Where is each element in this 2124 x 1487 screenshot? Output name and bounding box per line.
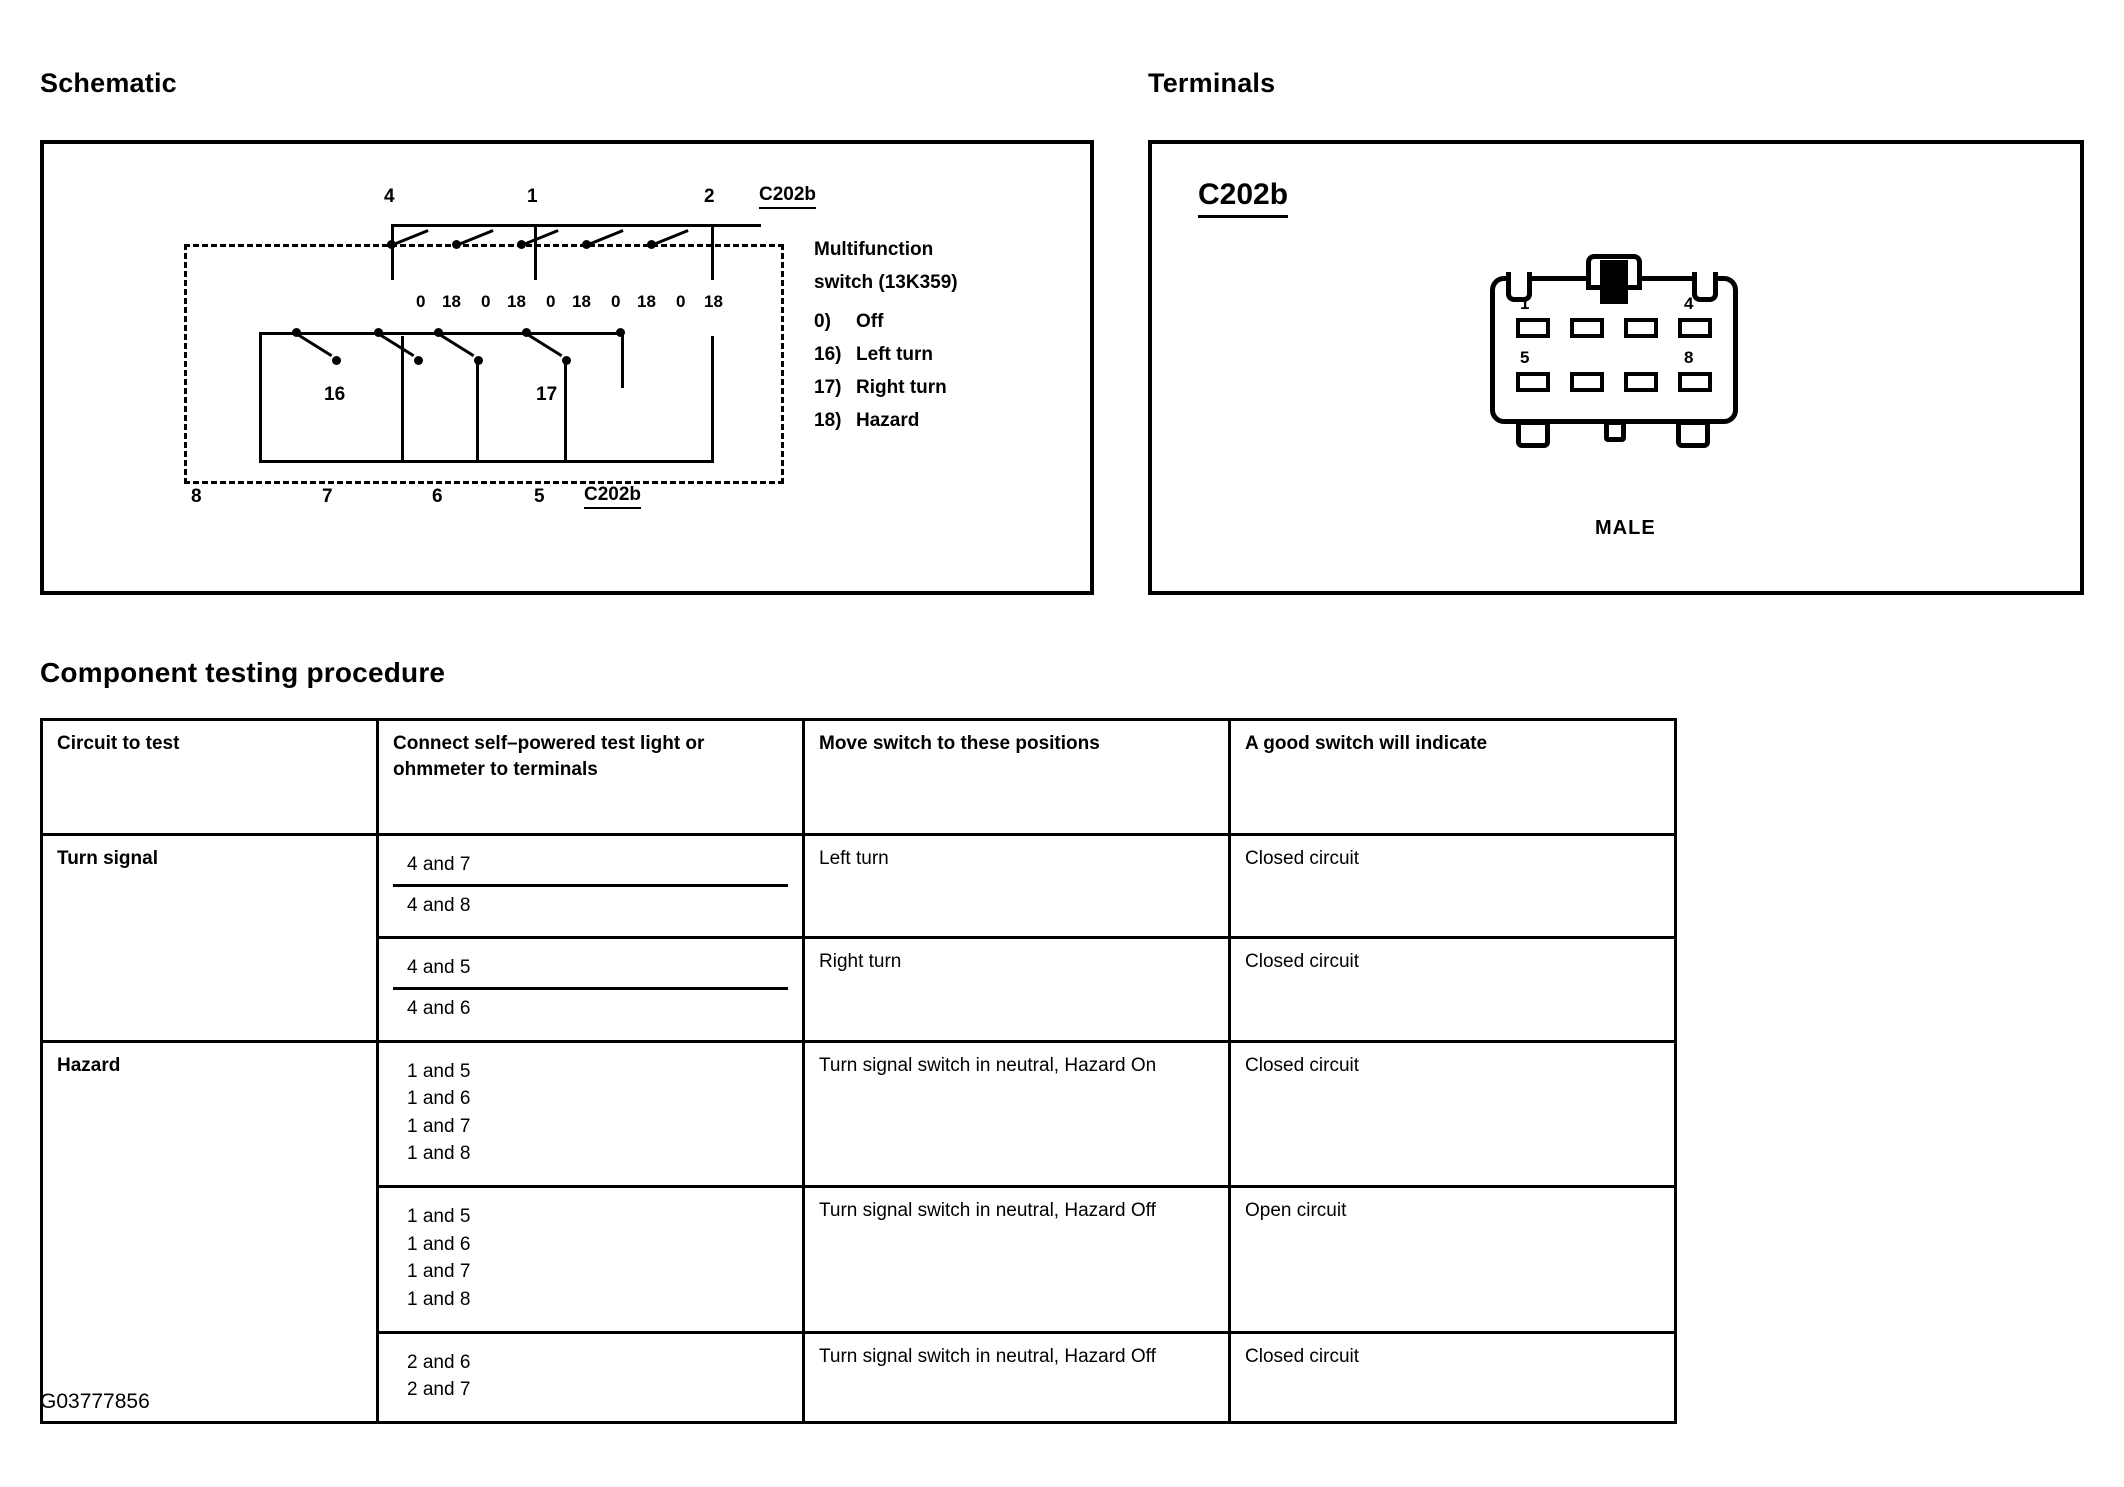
connector-drawing: [1478, 250, 1748, 485]
terminal-pair: 2 and 6: [407, 1351, 471, 1373]
legend-item-18: [814, 410, 919, 432]
leg-pin5: [564, 360, 567, 460]
pos-label-0-d: 0: [611, 292, 621, 311]
th-circuit-to-test: Circuit to test: [42, 720, 378, 835]
component-name-line1: Multifunction: [814, 239, 934, 260]
contact-pivot-1: [387, 240, 396, 249]
drop-pin4: [391, 224, 394, 280]
inner-label-17: 17: [536, 384, 558, 405]
cell-result-hazard-on: Closed circuit: [1230, 1041, 1676, 1187]
legend-18-text: Hazard: [856, 410, 920, 431]
inner-node-5: [616, 328, 625, 337]
cell-position-hazard-on: Turn signal switch in neutral, Hazard On: [804, 1041, 1230, 1187]
cell-circuit-turn-signal: Turn signal: [42, 835, 378, 938]
latch-fill: [1600, 260, 1628, 304]
pos-label-18-c: 18: [572, 292, 591, 311]
table-head: [42, 720, 1676, 835]
bottom-tab-left: [1516, 420, 1550, 448]
cell-position-hazard-off-closed: Turn signal switch in neutral, Hazard Off: [804, 1332, 1230, 1422]
legend-17-num: 17): [814, 377, 842, 398]
cell-circuit-turn-signal-cont: [42, 938, 378, 1041]
legend-item-0: [814, 311, 883, 333]
cell-terminals-ts-right: [378, 938, 804, 1041]
cell-circuit-hazard-cont-1: [42, 1187, 378, 1333]
terminal-pair: 4 and 6: [393, 987, 788, 1028]
leg-pin7: [401, 336, 404, 460]
pin-cavity-2: [1570, 318, 1604, 338]
pin-cavity-7: [1624, 372, 1658, 392]
schematic-panel: [40, 140, 1094, 595]
schematic-pin-7: 7: [322, 486, 333, 507]
pos-label-0-b: 0: [481, 292, 491, 311]
terminal-pair: 1 and 8: [407, 1289, 471, 1311]
terminal-pair: 2 and 7: [407, 1379, 471, 1401]
cell-result-left-turn: Closed circuit: [1230, 835, 1676, 938]
pin-cavity-3: [1624, 318, 1658, 338]
table-row: [42, 835, 1676, 938]
terminals-heading: Terminals: [1148, 68, 1276, 98]
contact-pivot-2: [452, 240, 461, 249]
pin-number-8: 8: [1684, 348, 1694, 367]
table-header-row: [42, 720, 1676, 835]
legend-17-text: Right turn: [856, 377, 947, 398]
th-connect-terminals: Connect self–powered test light or ohmmeter to terminals: [378, 720, 804, 835]
cell-result-hazard-off-open: Open circuit: [1230, 1187, 1676, 1333]
pin-cavity-4: [1678, 318, 1712, 338]
schematic-connector-top-label: C202b: [759, 184, 816, 209]
cell-circuit-hazard: Hazard: [42, 1041, 378, 1187]
component-testing-table: [40, 718, 1677, 1424]
procedure-heading: Component testing procedure: [40, 657, 446, 688]
contact-pivot-5: [647, 240, 656, 249]
table-row: [42, 1187, 1676, 1333]
th-indication: A good switch will indicate: [1230, 720, 1676, 835]
table-row: [42, 1041, 1676, 1187]
inner-label-16: 16: [324, 384, 346, 405]
pos-label-0-e: 0: [676, 292, 686, 311]
contact-pivot-4: [582, 240, 591, 249]
table-body: [42, 835, 1676, 1423]
cell-position-right-turn: Right turn: [804, 938, 1230, 1041]
leg-pin6: [476, 360, 479, 460]
pin-number-4: 4: [1684, 294, 1694, 313]
terminal-pair: 4 and 5: [407, 957, 471, 979]
pos-label-0-c: 0: [546, 292, 556, 311]
bottom-tab-center: [1604, 420, 1626, 442]
schematic-pin-1: 1: [527, 186, 538, 207]
terminal-pair: 4 and 8: [393, 884, 788, 925]
pos-label-18-b: 18: [507, 292, 526, 311]
legend-16-num: 16): [814, 344, 842, 365]
terminal-pair: 1 and 5: [407, 1060, 471, 1082]
cell-result-right-turn: Closed circuit: [1230, 938, 1676, 1041]
table-row: [42, 1332, 1676, 1422]
legend-18-num: 18): [814, 410, 842, 431]
terminal-pair: 1 and 7: [407, 1115, 471, 1137]
cell-terminals-ts-left: [378, 835, 804, 938]
pin-cavity-8: [1678, 372, 1712, 392]
pin-cavity-6: [1570, 372, 1604, 392]
legend-item-16: [814, 344, 933, 366]
cell-position-left-turn: Left turn: [804, 835, 1230, 938]
pin-number-5: 5: [1520, 348, 1530, 367]
th-switch-positions: Move switch to these positions: [804, 720, 1230, 835]
schematic-pin-5: 5: [534, 486, 545, 507]
connector-gender-label: MALE: [1595, 517, 1656, 539]
terminal-pair: 1 and 6: [407, 1088, 471, 1110]
notch-right: [1692, 272, 1718, 302]
legend-0-num: 0): [814, 311, 831, 332]
leg-pin2-down: [711, 336, 714, 460]
bottom-tab-right: [1676, 420, 1710, 448]
pin-cavity-5: [1516, 372, 1550, 392]
cell-terminals-hz-off-open: [378, 1187, 804, 1333]
terminal-pair: 1 and 6: [407, 1233, 471, 1255]
bottom-bus-line: [259, 460, 714, 463]
cell-terminals-hz-off-closed: [378, 1332, 804, 1422]
drop-pin2: [711, 224, 714, 280]
inner-right-vert: [621, 332, 624, 388]
legend-16-text: Left turn: [856, 344, 934, 365]
schematic-pin-8: 8: [191, 486, 202, 507]
pos-label-0-a: 0: [416, 292, 426, 311]
legend-item-17: [814, 377, 947, 399]
terminal-connector-id: C202b: [1198, 178, 1288, 218]
lower-node-b: [414, 356, 423, 365]
drop-pin1: [534, 224, 537, 280]
lower-node-a: [332, 356, 341, 365]
schematic-connector-bottom-label: C202b: [584, 484, 641, 509]
switch-enclosure: [184, 244, 784, 484]
component-name-line2: switch (13K359): [814, 272, 958, 293]
schematic-pin-4: 4: [384, 186, 395, 207]
schematic-heading: Schematic: [40, 68, 177, 98]
pos-label-18-e: 18: [704, 292, 723, 311]
cell-position-hazard-off-open: Turn signal switch in neutral, Hazard Off: [804, 1187, 1230, 1333]
terminal-pair: 1 and 8: [407, 1143, 471, 1165]
pin-number-1: 1: [1520, 294, 1530, 313]
legend-0-text: Off: [856, 311, 884, 332]
schematic-pin-6: 6: [432, 486, 443, 507]
pos-label-18-d: 18: [637, 292, 656, 311]
terminal-pair: 4 and 7: [407, 854, 471, 875]
pin-cavity-1: [1516, 318, 1550, 338]
leg-pin8: [259, 388, 262, 460]
terminal-pair: 1 and 5: [407, 1206, 471, 1228]
contact-pivot-3: [517, 240, 526, 249]
schematic-pin-2: 2: [704, 186, 715, 207]
cell-result-hazard-off-closed: Closed circuit: [1230, 1332, 1676, 1422]
pos-label-18-a: 18: [442, 292, 461, 311]
table-row: [42, 938, 1676, 1041]
figure-code: G03777856: [40, 1390, 150, 1413]
terminal-pair: 1 and 7: [407, 1261, 471, 1283]
top-bus-line: [391, 224, 761, 227]
inner-left-vert: [259, 332, 262, 388]
cell-terminals-hz-on: [378, 1041, 804, 1187]
